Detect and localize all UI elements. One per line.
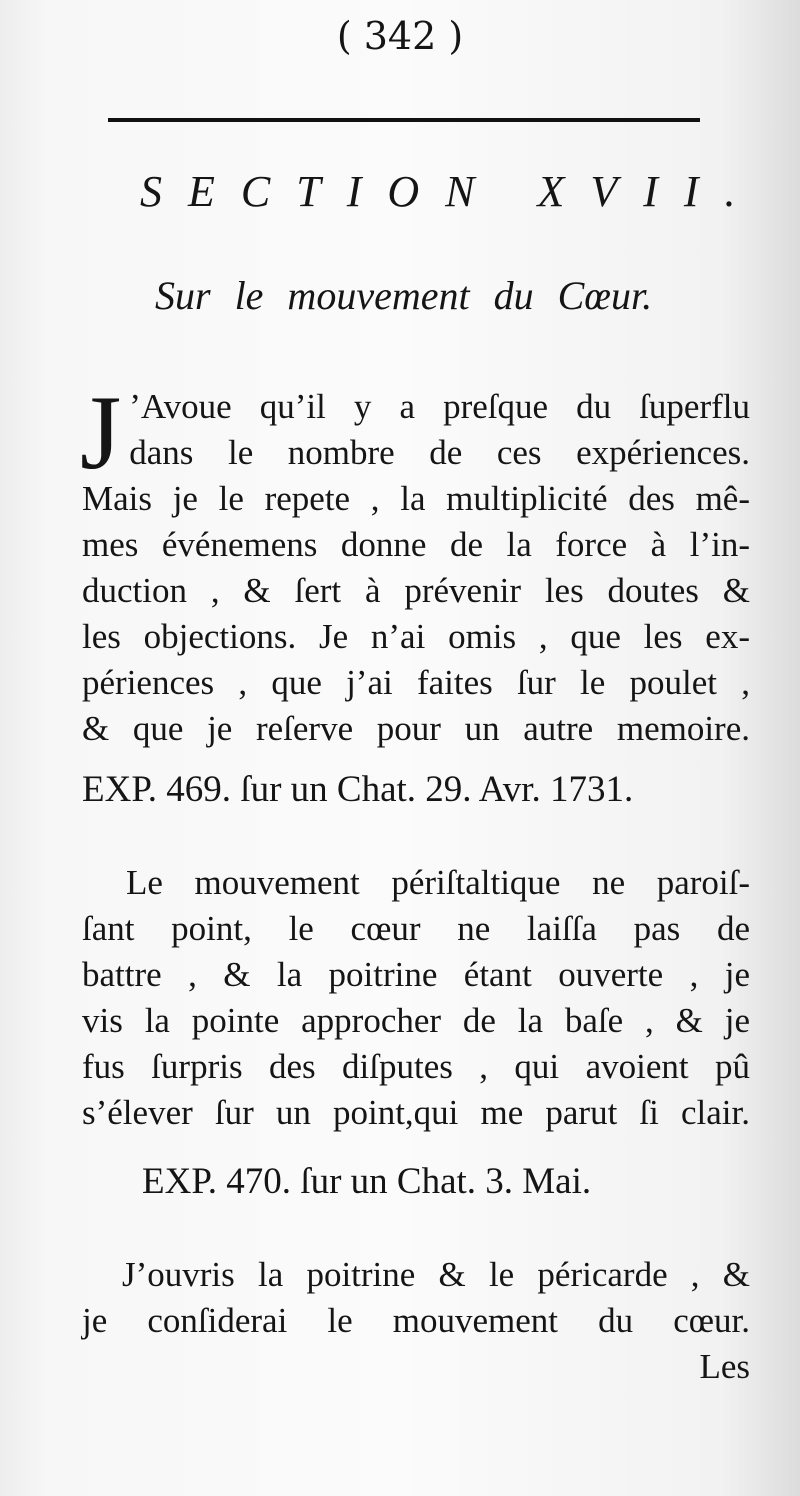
text-line: Le mouvement périſtaltique ne paroiſ- <box>126 863 750 902</box>
text-line: périences , que j’ai faites ſur le poulet , <box>82 663 750 702</box>
text-line: J’ouvris la poitrine & le péricarde , & <box>122 1255 750 1294</box>
text-line: dans le nombre de ces expériences. <box>129 433 750 472</box>
experiment-heading-470: EXP. 470. ſur un Chat. 3. Mai. <box>142 1161 592 1202</box>
text-line: duction , & ſert à prévenir les doutes & <box>82 571 750 610</box>
section-subtitle: Sur le mouvement du Cœur. <box>155 273 653 318</box>
text-line: mes événemens donne de la force à l’in- <box>82 525 750 564</box>
experiment-heading-469: EXP. 469. ſur un Chat. 29. Avr. 1731. <box>82 769 634 810</box>
section-title: SECTION XVII. <box>140 167 762 216</box>
header-rule <box>108 118 700 122</box>
text-line: je conſiderai le mouvement du cœur. <box>82 1301 750 1340</box>
text-line: vis la pointe approcher de la baſe , & je <box>82 1001 750 1040</box>
catchword: Les <box>699 1347 750 1386</box>
text-line: s’élever ſur un point,qui me parut ſi clair. <box>82 1093 750 1132</box>
text-line: & que je reſerve pour un autre memoire. <box>82 709 750 748</box>
drop-cap: J <box>80 374 122 491</box>
experiment-paragraph-469 <box>82 860 750 1136</box>
text-line: battre , & la poitrine étant ouverte , je <box>82 955 750 994</box>
text-line: ſant point, le cœur ne laiſſa pas de <box>82 909 750 948</box>
page-number: ( 342 ) <box>336 14 464 58</box>
text-line: les objections. Je n’ai omis , que les ex- <box>82 617 750 656</box>
text-line: Mais je le repete , la multiplicité des mê- <box>82 479 750 518</box>
text-line: fus ſurpris des diſputes , qui avoient pû <box>82 1047 750 1086</box>
experiment-paragraph-470 <box>82 1252 750 1390</box>
text-line: ’Avoue qu’il y a preſque du ſuperflu <box>129 387 750 426</box>
intro-paragraph <box>80 374 750 752</box>
